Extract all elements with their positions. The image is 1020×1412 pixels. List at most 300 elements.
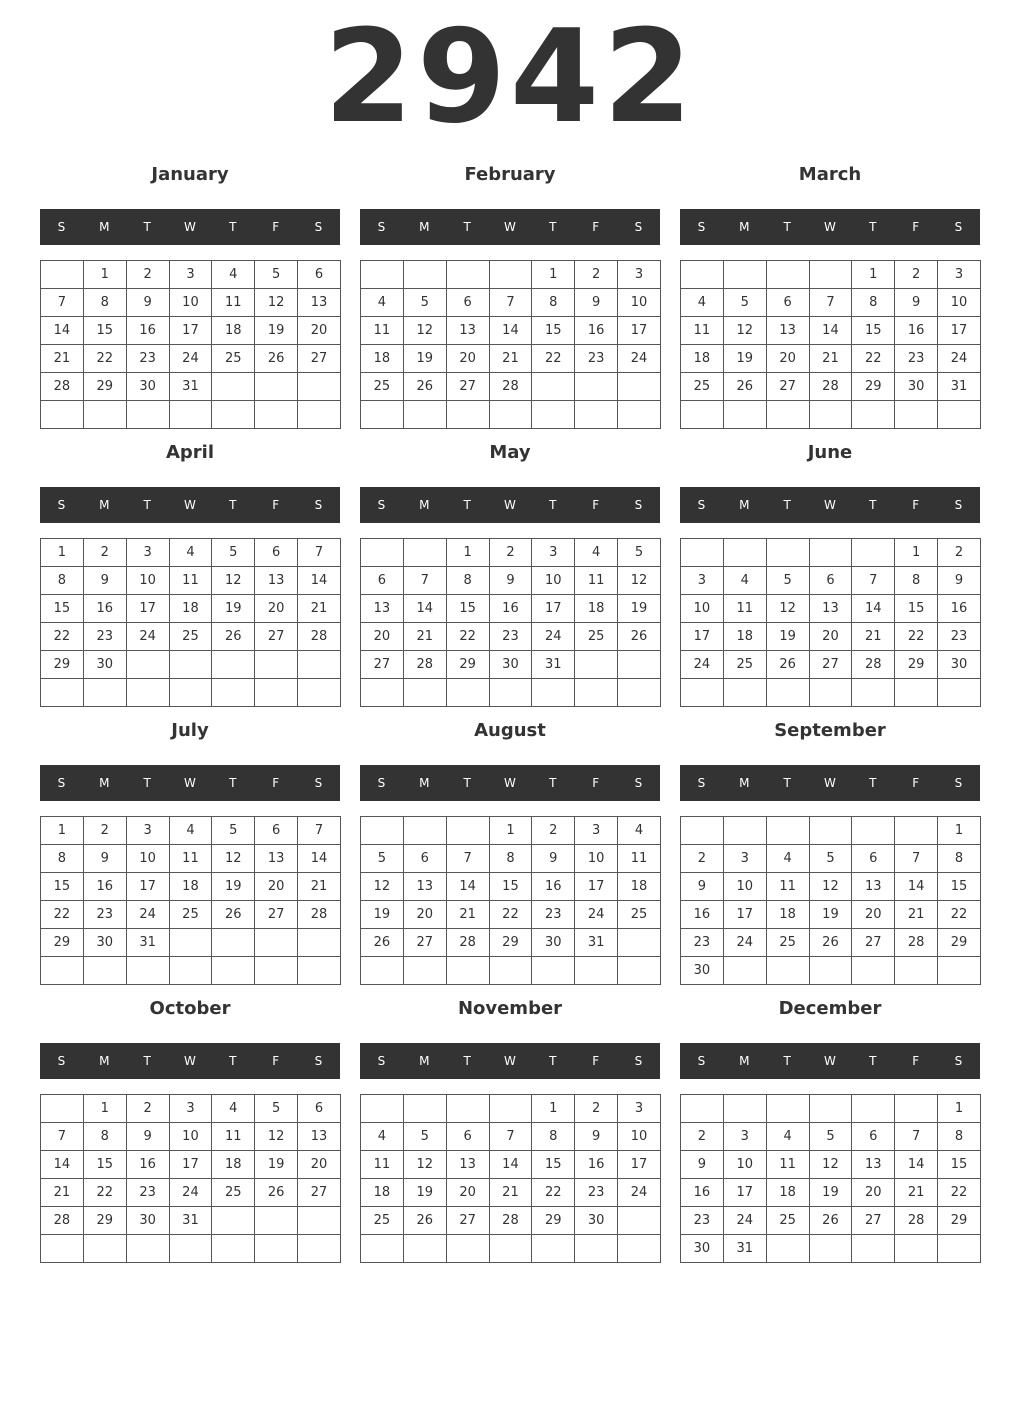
day-cell: 16 <box>681 1179 724 1207</box>
day-cell: 26 <box>212 623 255 651</box>
empty-day-cell <box>127 957 170 985</box>
day-cell: 23 <box>127 1179 170 1207</box>
day-cell: 29 <box>852 373 895 401</box>
day-cell: 6 <box>298 261 341 289</box>
day-cell: 9 <box>127 289 170 317</box>
month-july <box>40 716 341 986</box>
day-cell: 10 <box>170 289 213 317</box>
day-cell: 17 <box>724 1179 767 1207</box>
weekday-header <box>680 1043 980 1079</box>
weekday-label: M <box>739 776 750 790</box>
day-cell: 9 <box>895 289 938 317</box>
day-cell: 14 <box>404 595 447 623</box>
weekday-label: S <box>697 1054 706 1068</box>
day-cell: 30 <box>681 1235 724 1263</box>
weekday-label: F <box>592 776 600 790</box>
day-cell: 17 <box>532 595 575 623</box>
empty-day-cell <box>767 401 810 429</box>
day-cell: 5 <box>810 1123 853 1151</box>
day-cell: 7 <box>298 539 341 567</box>
day-cell: 27 <box>447 373 490 401</box>
empty-day-cell <box>724 401 767 429</box>
day-cell: 27 <box>810 651 853 679</box>
weekday-label: W <box>824 776 836 790</box>
day-cell: 21 <box>895 901 938 929</box>
day-cell: 3 <box>127 539 170 567</box>
days-grid <box>360 538 661 707</box>
weekday-header <box>40 487 340 523</box>
day-cell: 2 <box>84 539 127 567</box>
day-cell: 31 <box>127 929 170 957</box>
day-cell: 19 <box>618 595 661 623</box>
day-cell: 13 <box>255 567 298 595</box>
empty-day-cell <box>361 261 404 289</box>
day-cell: 5 <box>724 289 767 317</box>
day-cell: 17 <box>681 623 724 651</box>
weekday-label: W <box>184 1054 196 1068</box>
weekday-header <box>40 765 340 801</box>
weekday-label: S <box>314 1054 323 1068</box>
day-cell: 11 <box>575 567 618 595</box>
day-cell: 28 <box>895 1207 938 1235</box>
day-cell: 24 <box>938 345 981 373</box>
day-cell: 20 <box>255 873 298 901</box>
empty-day-cell <box>361 679 404 707</box>
day-cell: 4 <box>170 539 213 567</box>
day-cell: 18 <box>212 317 255 345</box>
day-cell: 19 <box>404 1179 447 1207</box>
empty-day-cell <box>618 373 661 401</box>
weekday-label: T <box>869 498 877 512</box>
empty-day-cell <box>490 1235 533 1263</box>
empty-day-cell <box>298 1235 341 1263</box>
weekday-label: T <box>463 776 471 790</box>
day-cell: 9 <box>575 1123 618 1151</box>
day-cell: 14 <box>895 873 938 901</box>
weekday-label: M <box>99 776 110 790</box>
day-cell: 15 <box>532 317 575 345</box>
day-cell: 27 <box>361 651 404 679</box>
month-name: July <box>171 720 209 741</box>
weekday-label: T <box>143 1054 151 1068</box>
empty-day-cell <box>681 679 724 707</box>
day-cell: 2 <box>532 817 575 845</box>
weekday-label: F <box>272 776 280 790</box>
empty-day-cell <box>575 957 618 985</box>
weekday-label: M <box>739 1054 750 1068</box>
day-cell: 23 <box>895 345 938 373</box>
empty-day-cell <box>298 957 341 985</box>
weekday-label: T <box>549 498 557 512</box>
days-grid <box>40 1094 341 1263</box>
day-cell: 1 <box>41 817 84 845</box>
empty-day-cell <box>618 401 661 429</box>
empty-day-cell <box>767 679 810 707</box>
days-grid <box>680 1094 981 1263</box>
day-cell: 20 <box>298 317 341 345</box>
day-cell: 21 <box>41 345 84 373</box>
day-cell: 18 <box>575 595 618 623</box>
day-cell: 27 <box>852 1207 895 1235</box>
weekday-label: M <box>99 1054 110 1068</box>
empty-day-cell <box>404 401 447 429</box>
day-cell: 14 <box>810 317 853 345</box>
weekday-label: S <box>697 220 706 234</box>
day-cell: 27 <box>298 345 341 373</box>
day-cell: 26 <box>361 929 404 957</box>
days-grid <box>40 260 341 429</box>
weekday-header <box>360 765 660 801</box>
empty-day-cell <box>681 261 724 289</box>
day-cell: 18 <box>361 1179 404 1207</box>
day-cell: 31 <box>938 373 981 401</box>
month-january <box>40 160 341 430</box>
day-cell: 13 <box>852 873 895 901</box>
weekday-label: T <box>783 776 791 790</box>
days-grid <box>40 538 341 707</box>
empty-day-cell <box>361 401 404 429</box>
day-cell: 7 <box>41 1123 84 1151</box>
empty-day-cell <box>255 1235 298 1263</box>
weekday-header <box>360 487 660 523</box>
empty-day-cell <box>255 929 298 957</box>
day-cell: 28 <box>298 623 341 651</box>
empty-day-cell <box>84 679 127 707</box>
day-cell: 1 <box>84 261 127 289</box>
year-title: 2942 <box>323 3 697 152</box>
weekday-label: T <box>463 220 471 234</box>
day-cell: 16 <box>938 595 981 623</box>
day-cell: 19 <box>361 901 404 929</box>
weekday-header <box>40 209 340 245</box>
weekday-header <box>680 209 980 245</box>
day-cell: 20 <box>810 623 853 651</box>
day-cell: 28 <box>298 901 341 929</box>
day-cell: 9 <box>532 845 575 873</box>
empty-day-cell <box>170 929 213 957</box>
weekday-label: M <box>419 498 430 512</box>
empty-day-cell <box>767 261 810 289</box>
weekday-label: T <box>783 498 791 512</box>
day-cell: 28 <box>490 373 533 401</box>
day-cell: 6 <box>255 817 298 845</box>
day-cell: 3 <box>681 567 724 595</box>
day-cell: 28 <box>810 373 853 401</box>
day-cell: 27 <box>447 1207 490 1235</box>
day-cell: 10 <box>681 595 724 623</box>
weekday-label: S <box>57 776 66 790</box>
day-cell: 23 <box>490 623 533 651</box>
weekday-header <box>680 765 980 801</box>
day-cell: 15 <box>938 1151 981 1179</box>
weekday-label: T <box>229 498 237 512</box>
weekday-label: M <box>99 220 110 234</box>
day-cell: 13 <box>810 595 853 623</box>
day-cell: 29 <box>41 929 84 957</box>
empty-day-cell <box>404 1095 447 1123</box>
month-december <box>680 994 981 1264</box>
day-cell: 11 <box>170 567 213 595</box>
empty-day-cell <box>212 679 255 707</box>
empty-day-cell <box>681 401 724 429</box>
empty-day-cell <box>767 1235 810 1263</box>
empty-day-cell <box>532 679 575 707</box>
day-cell: 6 <box>298 1095 341 1123</box>
day-cell: 10 <box>724 1151 767 1179</box>
day-cell: 16 <box>575 1151 618 1179</box>
day-cell: 28 <box>490 1207 533 1235</box>
empty-day-cell <box>361 817 404 845</box>
weekday-label: T <box>229 220 237 234</box>
empty-day-cell <box>618 1235 661 1263</box>
day-cell: 29 <box>938 929 981 957</box>
weekday-label: F <box>912 776 920 790</box>
empty-day-cell <box>532 957 575 985</box>
empty-day-cell <box>447 679 490 707</box>
empty-day-cell <box>170 679 213 707</box>
month-november <box>360 994 661 1264</box>
day-cell: 18 <box>767 1179 810 1207</box>
month-february <box>360 160 661 430</box>
day-cell: 26 <box>212 901 255 929</box>
empty-day-cell <box>404 539 447 567</box>
empty-day-cell <box>767 1095 810 1123</box>
month-may <box>360 438 661 708</box>
weekday-header <box>360 1043 660 1079</box>
day-cell: 5 <box>255 261 298 289</box>
day-cell: 31 <box>170 1207 213 1235</box>
empty-day-cell <box>212 957 255 985</box>
day-cell: 17 <box>127 595 170 623</box>
day-cell: 2 <box>895 261 938 289</box>
day-cell: 3 <box>618 1095 661 1123</box>
empty-day-cell <box>895 817 938 845</box>
weekday-label: W <box>824 1054 836 1068</box>
month-name: May <box>489 442 531 463</box>
day-cell: 13 <box>767 317 810 345</box>
day-cell: 14 <box>490 317 533 345</box>
days-grid <box>360 816 661 985</box>
empty-day-cell <box>170 957 213 985</box>
day-cell: 2 <box>681 845 724 873</box>
day-cell: 19 <box>404 345 447 373</box>
day-cell: 8 <box>938 845 981 873</box>
empty-day-cell <box>170 1235 213 1263</box>
day-cell: 20 <box>447 1179 490 1207</box>
weekday-label: S <box>634 498 643 512</box>
weekday-label: F <box>272 1054 280 1068</box>
empty-day-cell <box>810 817 853 845</box>
weekday-label: W <box>824 220 836 234</box>
empty-day-cell <box>127 651 170 679</box>
weekday-label: W <box>184 498 196 512</box>
day-cell: 20 <box>255 595 298 623</box>
day-cell: 13 <box>255 845 298 873</box>
day-cell: 8 <box>852 289 895 317</box>
day-cell: 4 <box>618 817 661 845</box>
empty-day-cell <box>212 373 255 401</box>
day-cell: 5 <box>404 1123 447 1151</box>
day-cell: 3 <box>724 1123 767 1151</box>
weekday-label: W <box>504 776 516 790</box>
day-cell: 4 <box>361 289 404 317</box>
day-cell: 11 <box>361 1151 404 1179</box>
day-cell: 1 <box>532 261 575 289</box>
day-cell: 11 <box>767 873 810 901</box>
empty-day-cell <box>404 817 447 845</box>
day-cell: 17 <box>127 873 170 901</box>
empty-day-cell <box>361 957 404 985</box>
day-cell: 7 <box>490 1123 533 1151</box>
day-cell: 18 <box>767 901 810 929</box>
day-cell: 20 <box>404 901 447 929</box>
weekday-label: F <box>272 220 280 234</box>
day-cell: 15 <box>938 873 981 901</box>
empty-day-cell <box>255 1207 298 1235</box>
day-cell: 11 <box>361 317 404 345</box>
empty-day-cell <box>490 401 533 429</box>
day-cell: 14 <box>298 567 341 595</box>
day-cell: 7 <box>404 567 447 595</box>
day-cell: 19 <box>810 901 853 929</box>
empty-day-cell <box>810 539 853 567</box>
day-cell: 8 <box>490 845 533 873</box>
day-cell: 21 <box>298 873 341 901</box>
day-cell: 23 <box>84 623 127 651</box>
day-cell: 14 <box>895 1151 938 1179</box>
weekday-label: M <box>419 220 430 234</box>
day-cell: 26 <box>255 345 298 373</box>
empty-day-cell <box>724 1095 767 1123</box>
empty-day-cell <box>575 401 618 429</box>
day-cell: 8 <box>532 1123 575 1151</box>
day-cell: 5 <box>255 1095 298 1123</box>
day-cell: 23 <box>84 901 127 929</box>
weekday-label: S <box>57 498 66 512</box>
day-cell: 15 <box>84 1151 127 1179</box>
day-cell: 30 <box>127 373 170 401</box>
day-cell: 24 <box>170 345 213 373</box>
day-cell: 17 <box>618 317 661 345</box>
weekday-label: F <box>912 498 920 512</box>
day-cell: 25 <box>361 373 404 401</box>
day-cell: 29 <box>447 651 490 679</box>
month-april <box>40 438 341 708</box>
day-cell: 12 <box>810 873 853 901</box>
weekday-header <box>680 487 980 523</box>
empty-day-cell <box>490 679 533 707</box>
day-cell: 18 <box>681 345 724 373</box>
weekday-label: S <box>634 220 643 234</box>
day-cell: 20 <box>767 345 810 373</box>
day-cell: 16 <box>681 901 724 929</box>
weekday-label: F <box>912 1054 920 1068</box>
empty-day-cell <box>255 651 298 679</box>
day-cell: 11 <box>681 317 724 345</box>
day-cell: 21 <box>852 623 895 651</box>
day-cell: 1 <box>84 1095 127 1123</box>
day-cell: 28 <box>404 651 447 679</box>
weekday-label: S <box>697 498 706 512</box>
weekday-label: T <box>143 220 151 234</box>
day-cell: 13 <box>447 317 490 345</box>
day-cell: 22 <box>84 345 127 373</box>
month-august <box>360 716 661 986</box>
day-cell: 7 <box>852 567 895 595</box>
day-cell: 5 <box>618 539 661 567</box>
month-september <box>680 716 981 986</box>
day-cell: 9 <box>681 873 724 901</box>
day-cell: 23 <box>681 929 724 957</box>
day-cell: 4 <box>361 1123 404 1151</box>
month-name: October <box>149 998 231 1019</box>
empty-day-cell <box>212 929 255 957</box>
empty-day-cell <box>852 957 895 985</box>
day-cell: 3 <box>532 539 575 567</box>
day-cell: 28 <box>852 651 895 679</box>
day-cell: 6 <box>255 539 298 567</box>
empty-day-cell <box>212 401 255 429</box>
day-cell: 3 <box>170 261 213 289</box>
day-cell: 12 <box>255 1123 298 1151</box>
day-cell: 7 <box>810 289 853 317</box>
day-cell: 3 <box>127 817 170 845</box>
empty-day-cell <box>84 957 127 985</box>
weekday-label: S <box>57 1054 66 1068</box>
days-grid <box>360 1094 661 1263</box>
day-cell: 11 <box>212 1123 255 1151</box>
day-cell: 5 <box>361 845 404 873</box>
day-cell: 30 <box>938 651 981 679</box>
empty-day-cell <box>84 1235 127 1263</box>
day-cell: 19 <box>212 595 255 623</box>
empty-day-cell <box>404 957 447 985</box>
day-cell: 10 <box>127 567 170 595</box>
day-cell: 30 <box>490 651 533 679</box>
month-name: November <box>457 998 563 1019</box>
empty-day-cell <box>724 957 767 985</box>
weekday-label: W <box>504 498 516 512</box>
weekday-label: F <box>912 220 920 234</box>
day-cell: 17 <box>938 317 981 345</box>
month-name: April <box>165 442 215 463</box>
weekday-label: T <box>549 776 557 790</box>
empty-day-cell <box>938 1235 981 1263</box>
weekday-label: S <box>954 498 963 512</box>
empty-day-cell <box>767 957 810 985</box>
empty-day-cell <box>127 401 170 429</box>
day-cell: 15 <box>490 873 533 901</box>
day-cell: 29 <box>84 1207 127 1235</box>
day-cell: 25 <box>212 1179 255 1207</box>
empty-day-cell <box>810 679 853 707</box>
weekday-label: F <box>592 220 600 234</box>
weekday-label: S <box>57 220 66 234</box>
month-june <box>680 438 981 708</box>
weekday-label: S <box>314 220 323 234</box>
empty-day-cell <box>618 651 661 679</box>
day-cell: 4 <box>170 817 213 845</box>
day-cell: 28 <box>895 929 938 957</box>
day-cell: 21 <box>298 595 341 623</box>
day-cell: 25 <box>767 1207 810 1235</box>
day-cell: 5 <box>404 289 447 317</box>
day-cell: 20 <box>852 1179 895 1207</box>
day-cell: 19 <box>810 1179 853 1207</box>
weekday-label: F <box>592 1054 600 1068</box>
day-cell: 17 <box>170 1151 213 1179</box>
empty-day-cell <box>895 401 938 429</box>
